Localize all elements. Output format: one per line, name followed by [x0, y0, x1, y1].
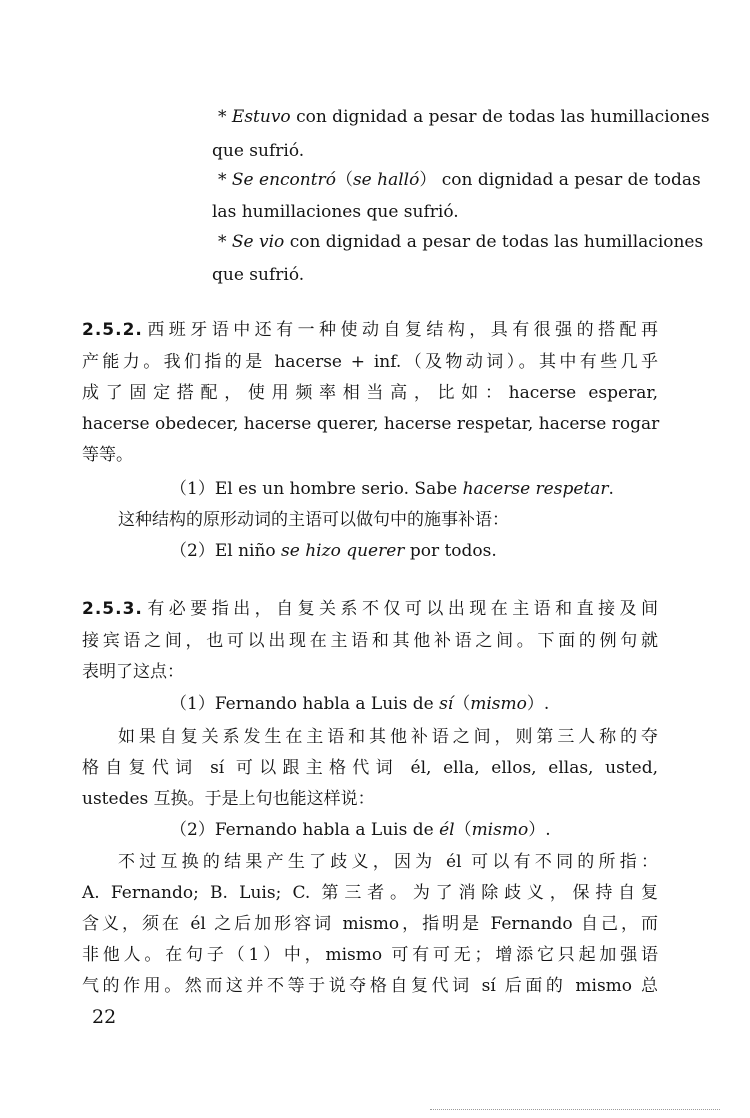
period: . [608, 479, 614, 499]
paren: （ [454, 820, 472, 840]
paren-close: ）. [526, 694, 550, 714]
paragraph-line: 产能力。我们指的是 hacerse + inf.（及物动词）。其中有些几乎 [82, 352, 658, 372]
section-number: 2.5.2. [82, 320, 143, 340]
example-line [170, 539, 497, 563]
paragraph-line: 表明了这点： [82, 662, 184, 682]
example-text: （1）El es un hombre serio. Sabe [170, 479, 463, 499]
paragraph-line: 格自复代词 sí 可以跟主格代词 él, ella, ellos, ellas, usted, [82, 758, 658, 778]
paragraph-line: 等等。 [82, 445, 133, 465]
example-text: que sufrió. [212, 265, 305, 285]
paragraph-line: 如果自复关系发生在主语和其他补语之间，则第三人称的夺 [118, 727, 658, 747]
example-text: ） con dignidad a pesar de todas [419, 170, 701, 190]
paren-close: ）. [528, 820, 551, 840]
italic-word: sí [439, 694, 454, 714]
example-line [212, 139, 304, 163]
paragraph-line: 含义，须在 él 之后加形容词 mismo，指明是 Fernando 自己，而 [82, 914, 658, 934]
paragraph-line: 不过互换的结果产生了歧义，因为 él 可以有不同的所指： [118, 852, 658, 872]
paragraph-line: 气的作用。然而这并不等于说夺格自复代词 sí 后面的 mismo 总 [82, 976, 658, 996]
section-number: 2.5.3. [82, 599, 143, 619]
italic-verb: se halló [352, 170, 420, 190]
example-text: las humillaciones que sufrió. [212, 202, 459, 222]
italic-verb: Estuvo [231, 107, 291, 127]
paragraph-line: 这种结构的原形动词的主语可以做句中的施事补语： [118, 510, 509, 530]
asterisk: * [218, 107, 232, 127]
paragraph-line [82, 597, 658, 621]
example-line [218, 105, 710, 129]
example-text: por todos. [404, 541, 497, 561]
paragraph-line: ustedes 互换。于是上句也能这样说： [82, 789, 375, 809]
example-line [218, 230, 703, 254]
example-text: con dignidad a pesar de todas las humillaciones [284, 232, 704, 252]
example-line [170, 818, 551, 842]
italic-verb: Se encontró [231, 170, 336, 190]
paragraph-line: 非他人。在句子（1）中，mismo 可有可无；增添它只起加强语 [82, 945, 658, 965]
example-text: con dignidad a pesar de todas las humillaciones [290, 107, 710, 127]
paragraph-line: A. Fernando; B. Luis; C. 第三者。为了消除歧义，保持自复 [82, 883, 658, 903]
italic-word: mismo [470, 694, 527, 714]
example-text: （2）Fernando habla a Luis de [170, 820, 440, 840]
paragraph-line: hacerse obedecer, hacerse querer, hacerse respetar, hacerse rogar [82, 414, 660, 434]
italic-word: él [439, 820, 455, 840]
scan-edge-line [430, 1109, 720, 1110]
paragraph-line: 接宾语之间，也可以出现在主语和其他补语之间。下面的例句就 [82, 631, 658, 651]
italic-phrase: se hizo querer [281, 541, 405, 561]
italic-word: mismo [471, 820, 529, 840]
paragraph-text: 有必要指出，自复关系不仅可以出现在主语和直接及间 [142, 599, 658, 619]
paragraph-line: 成了固定搭配，使用频率相当高，比如：hacerse esperar, [82, 383, 658, 403]
example-line [170, 477, 614, 501]
example-text: （2）El niño [170, 541, 282, 561]
example-line [218, 168, 701, 192]
paren: （ [453, 694, 471, 714]
example-line [212, 263, 304, 287]
example-text: （1）Fernando habla a Luis de [170, 694, 440, 714]
italic-phrase: hacerse respetar [462, 479, 609, 499]
example-line [170, 692, 549, 716]
paren: （ [335, 170, 353, 190]
paragraph-line [82, 318, 658, 342]
asterisk: * [218, 170, 232, 190]
italic-verb: Se vio [231, 232, 285, 252]
asterisk: * [218, 232, 232, 252]
page-number: 22 [92, 1006, 117, 1028]
example-line [212, 200, 459, 224]
paragraph-text: 西班牙语中还有一种使动自复结构，具有很强的搭配再 [142, 320, 658, 340]
example-text: que sufrió. [212, 141, 305, 161]
